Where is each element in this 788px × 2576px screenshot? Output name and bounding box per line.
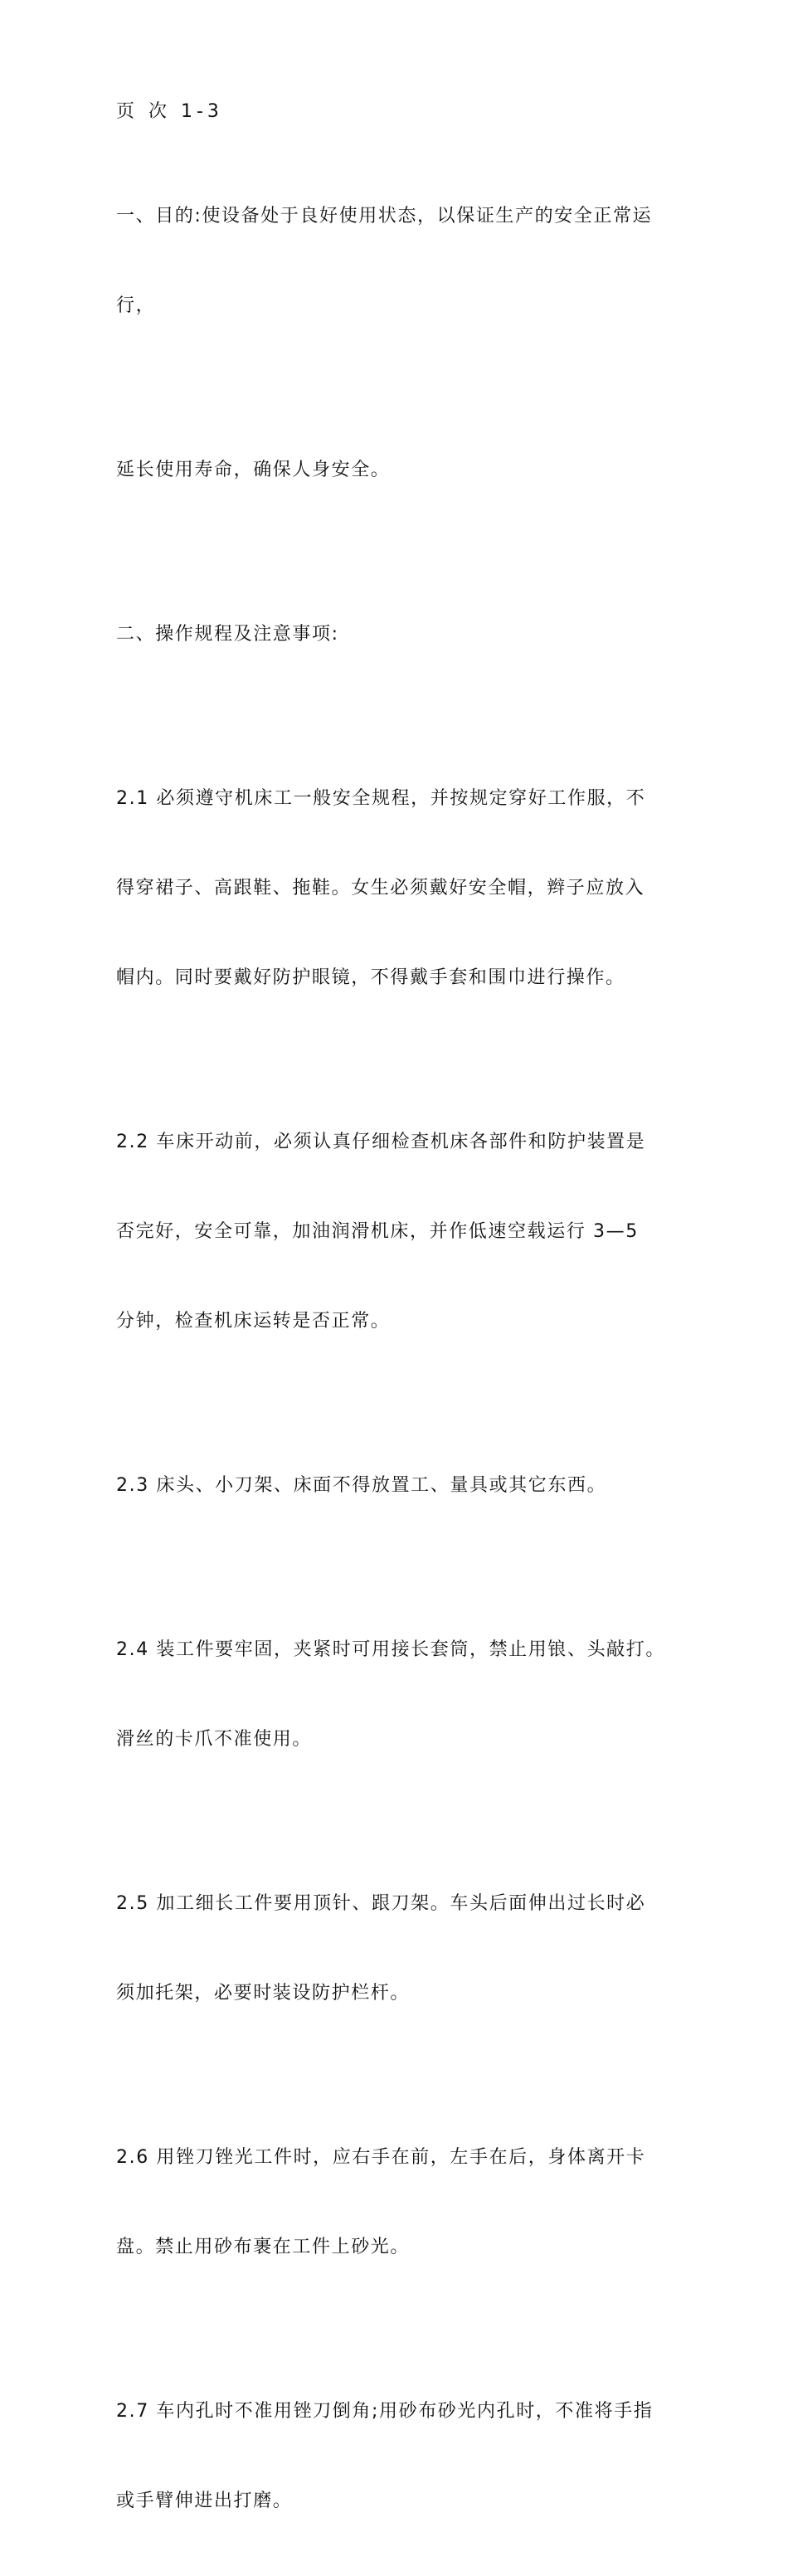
text-line: 否完好，安全可靠，加油润滑机床，并作低速空载运行 3—5 [116,1221,639,1242]
rule-2-1 [116,724,672,1053]
text-line: 2.2 车床开动前，必须认真仔细检查机床各部件和防护装置是 [116,1132,646,1152]
rule-2-7 [116,2337,672,2576]
text-line: 滑丝的卡爪不准使用。 [116,1729,313,1750]
page-number: 页 次 1-3 [116,101,223,122]
text-line: 2.3 床头、小刀架、床面不得放置工、量具或其它东西。 [116,1475,607,1496]
text-line: 行， [116,295,156,316]
rule-2-3 [116,1411,672,1561]
rule-2-5 [116,1829,672,2068]
text-line: 得穿裙子、高跟鞋、拖鞋。女生必须戴好安全帽，辫子应放入 [116,878,645,898]
text-line: 或手臂伸进出打磨。 [116,2491,293,2511]
text-line: 二、操作规程及注意事项: [116,624,339,645]
text-line: 2.6 用锉刀锉光工件时，应右手在前，左手在后，身体离开卡 [116,2147,646,2168]
text-line: 2.4 装工件要牢固，夹紧时可用接长套筒，禁止用锒、头敲打。 [116,1639,665,1660]
rule-2-6 [116,2083,672,2322]
rule-2-2 [116,1068,672,1396]
text-line: 分钟，检查机床运转是否正常。 [116,1311,391,1332]
text-line: 2.1 必须遵守机床工一般安全规程，并按规定穿好工作服，不 [116,788,646,809]
section-heading [116,560,672,709]
text-line: 一、目的:使设备处于良好使用状态，以保证生产的安全正常运 [116,206,653,226]
text-line: 2.7 车内孔时不准用锉刀倒角;用砂布砂光内孔时，不准将手指 [116,2401,654,2422]
paragraph-purpose-cont [116,396,672,545]
text-line: 2.5 加工细长工件要用顶针、跟刀架。车头后面伸出过长时必 [116,1893,646,1914]
rule-2-4 [116,1575,672,1814]
text-line: 盘。禁止用砂布裹在工件上砂光。 [116,2237,411,2257]
text-line: 须加托架，必要时装设防护栏杆。 [116,1983,411,2004]
paragraph-purpose [116,142,672,381]
text-line: 帽内。同时要戴好防护眼镜，不得戴手套和围巾进行操作。 [116,967,625,988]
text-line: 延长使用寿命，确保人身安全。 [116,460,391,480]
